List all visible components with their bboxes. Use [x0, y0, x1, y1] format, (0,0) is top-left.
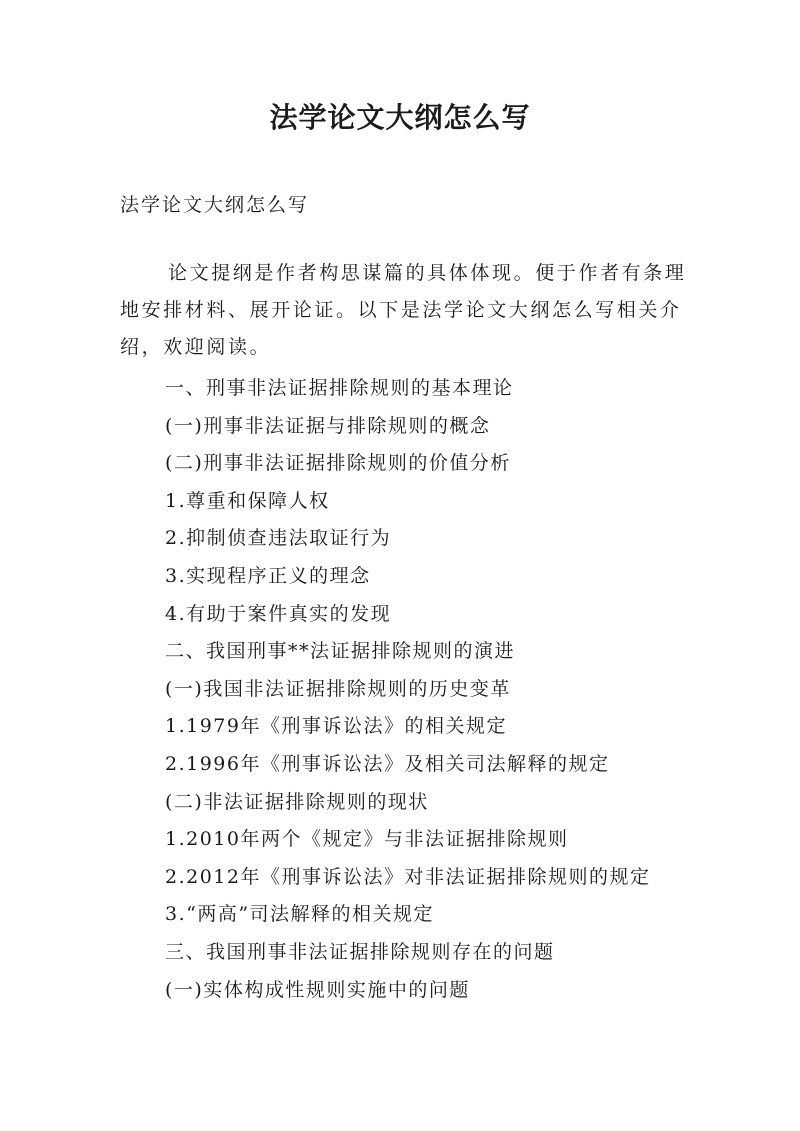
- outline-item: (二)非法证据排除规则的现状: [165, 790, 429, 813]
- document-subtitle: 法学论文大纲怎么写: [120, 194, 310, 216]
- outline-item: (一)实体构成性规则实施中的问题: [165, 978, 470, 1001]
- outline-item: 3.实现程序正义的理念: [165, 564, 371, 587]
- outline-item: 1.尊重和保障人权: [165, 489, 330, 512]
- outline-item: 4.有助于案件真实的发现: [165, 602, 392, 625]
- outline-item: 3.“两高”司法解释的相关规定: [165, 903, 435, 926]
- intro-paragraph: 论文提纲是作者构思谋篇的具体体现。便于作者有条理地安排材料、展开论证。以下是法学论文大纲怎么写相关介绍，欢迎阅读。: [120, 262, 687, 358]
- outline-item: 2.抑制侦查违法取证行为: [165, 527, 392, 550]
- page-title: 法学论文大纲怎么写: [269, 101, 531, 134]
- outline-item: 2.1996年《刑事诉讼法》及相关司法解释的规定: [165, 752, 610, 775]
- outline-item: (一)我国非法证据排除规则的历史变革: [165, 677, 511, 700]
- outline-item: 1.2010年两个《规定》与非法证据排除规则: [165, 828, 569, 851]
- outline-item: 一、刑事非法证据排除规则的基本理论: [165, 377, 514, 399]
- outline-item: 三、我国刑事非法证据排除规则存在的问题: [165, 940, 555, 963]
- outline-item: 2.2012年《刑事诉讼法》对非法证据排除规则的规定: [165, 865, 651, 888]
- outline-list: [165, 370, 705, 1009]
- outline-item: (一)刑事非法证据与排除规则的概念: [165, 414, 491, 437]
- outline-item: 二、我国刑事**法证据排除规则的演进: [165, 640, 516, 663]
- outline-item: (二)刑事非法证据排除规则的价值分析: [165, 452, 511, 475]
- outline-item: 1.1979年《刑事诉讼法》的相关规定: [165, 715, 507, 738]
